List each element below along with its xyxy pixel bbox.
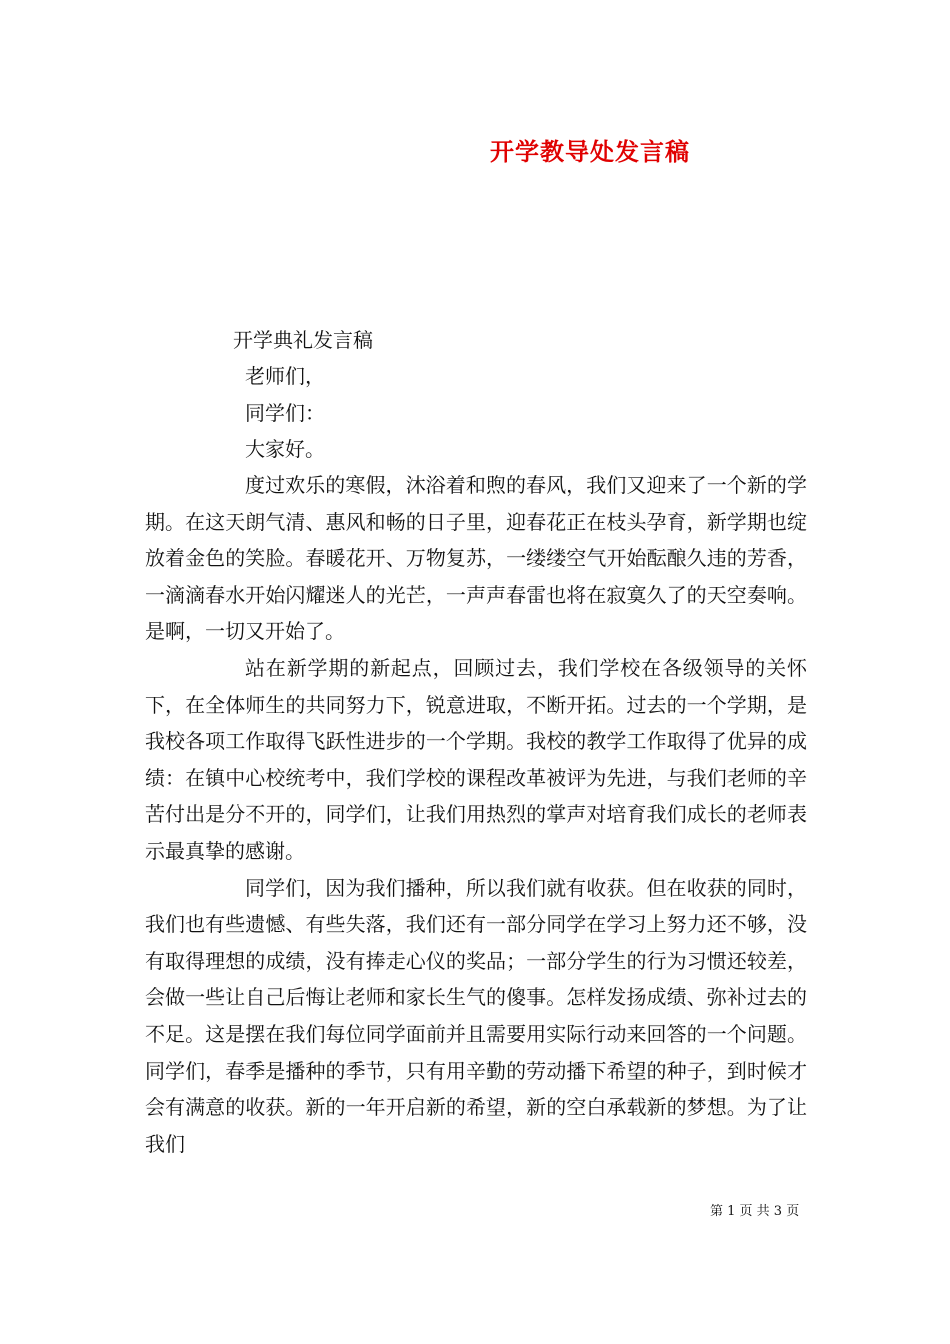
speech-subtitle: 开学典礼发言稿 xyxy=(233,328,373,352)
paragraph-2: 站在新学期的新起点，回顾过去，我们学校在各级领导的关怀下，在全体师生的共同努力下，锐意进取，不断开拓。过去的一个学期，是我校各项工作取得飞跃性进步的一个学期。我校的教学工作取得了优异的成绩：在镇中心校统考中，我们学校的课程改革被评为先进，与我们老师的辛苦付出是分不开的，同学们，让我们用热烈的掌声对培育我们成长的老师表示最真挚的感谢。 xyxy=(145,655,807,863)
paragraph-1: 度过欢乐的寒假，沐浴着和煦的春风，我们又迎来了一个新的学期。在这天朗气清、惠风和畅的日子里，迎春花正在枝头孕育，新学期也绽放着金色的笑脸。春暖花开、万物复苏，一缕缕空气开始酝酿久违的芳香，一滴滴春水开始闪耀迷人的光芒，一声声春雷也将在寂寞久了的天空奏响。是啊，一切又开始了。 xyxy=(145,473,807,644)
salutation-students: 同学们： xyxy=(245,401,325,425)
document-title: 开学教导处发言稿 xyxy=(490,137,690,166)
page-number: 第 1 页 共 3 页 xyxy=(710,1204,800,1219)
paragraph-3: 同学们，因为我们播种，所以我们就有收获。但在收获的同时，我们也有些遗憾、有些失落，我们还有一部分同学在学习上努力还不够，没有取得理想的成绩，没有捧走心仪的奖品；一部分学生的行为习惯还较差，会做一些让自己后悔让老师和家长生气的傻事。怎样发扬成绩、弥补过去的不足。这是摆在我们每位同学面前并且需要用实际行动来回答的一个问题。同学们，春季是播种的季节，只有用辛勤的劳动播下希望的种子，到时候才会有满意的收获。新的一年开启新的希望，新的空白承载新的梦想。为了让我们 xyxy=(145,875,807,1156)
speech-body xyxy=(145,467,807,1162)
salutation-teachers: 老师们， xyxy=(245,364,325,388)
salutation-greeting: 大家好。 xyxy=(245,437,325,461)
